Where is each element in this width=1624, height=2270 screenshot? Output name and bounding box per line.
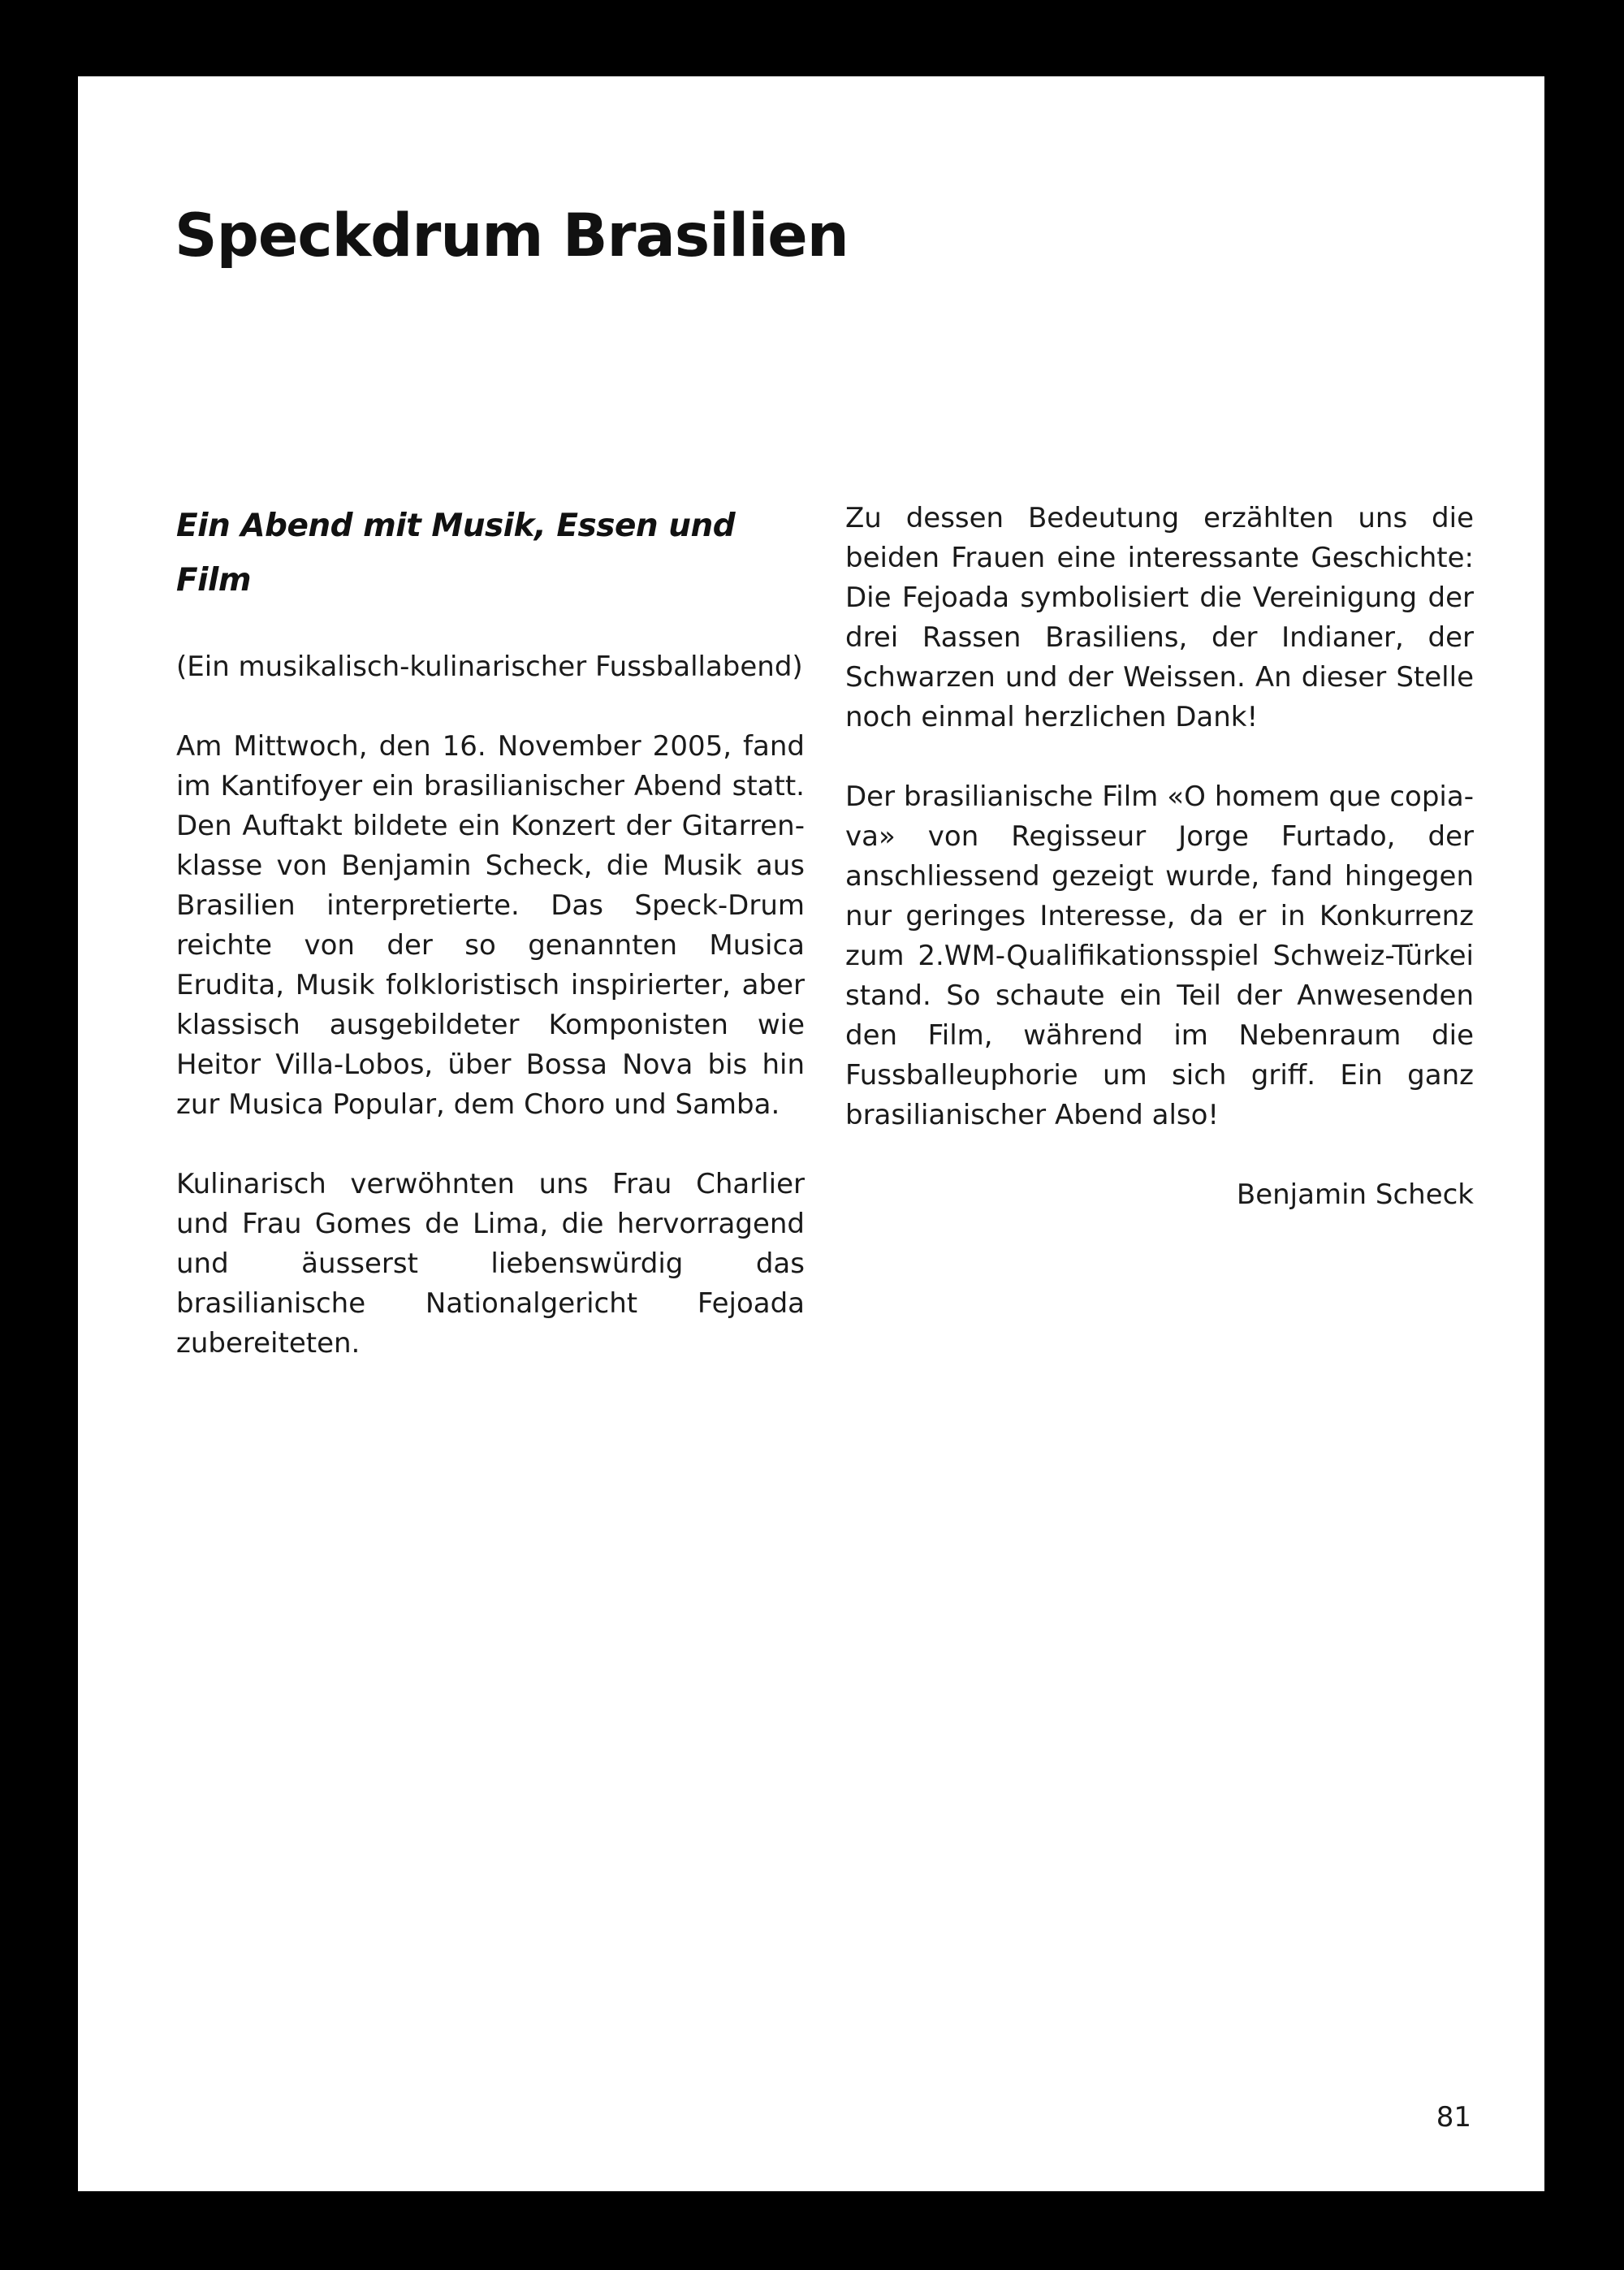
article-subtitle: Ein Abend mit Musik, Essen und Film [176,508,736,599]
paragraph-event: Am Mittwoch, den 16. November 2005, fand im Kantifoyer ein brasilianischer Abend statt. Den Auftakt bildete ein Konzert der Gitarrenklasse von Benjamin Scheck, die Musik aus Brasilien interpretierte. Das Speck-Drum reichte von der so genannten Musica Erudita, Musik folkloristisch inspirierter, aber klassisch ausgebildeter Komponisten wie Heitor Villa-Lobos, über Bossa Nova bis hin zur Musica Popular, dem Choro und Samba. [176,730,805,1121]
author-signature: Benjamin Scheck [1236,1178,1474,1211]
text-column-right [845,499,1474,1215]
article-note: (Ein musikalisch-kulinarischer Fussballabend) [176,651,803,683]
paragraph-culinary-continued: Zu dessen Bedeutung erzählten uns die beiden Frauen eine interessante Geschichte: Die Fejoada symbolisiert die Vereinigung der drei Rassen Brasiliens, der Indianer, der Schwarzen und der Weissen. An dieser Stelle noch einmal herzlichen Dank! [845,502,1474,733]
page-number: 81 [1436,2101,1471,2134]
paragraph-film: Der brasilianische Film «O homem que copiava» von Regisseur Jorge Furtado, der anschliessend gezeigt wurde, fand hingegen nur geringes Interesse, da er in Konkurrenz zum 2.WM-Qualifikationsspiel Schweiz-Türkei stand. So schaute ein Teil der Anwesenden den Film, während im Nebenraum die Fussballeuphorie um sich griff. Ein ganz brasilianischer Abend also! [845,780,1474,1131]
text-column-left [176,499,805,1364]
paragraph-culinary-start: Kulinarisch verwöhnten uns Frau Charlier und Frau Gomes de Lima, die hervorragend und äusserst liebenswürdig das brasilianische Nationalgericht Fejoada zubereiteten. [176,1168,805,1360]
document-page [78,76,1544,2191]
page-title: Speckdrum Brasilien [175,201,849,270]
